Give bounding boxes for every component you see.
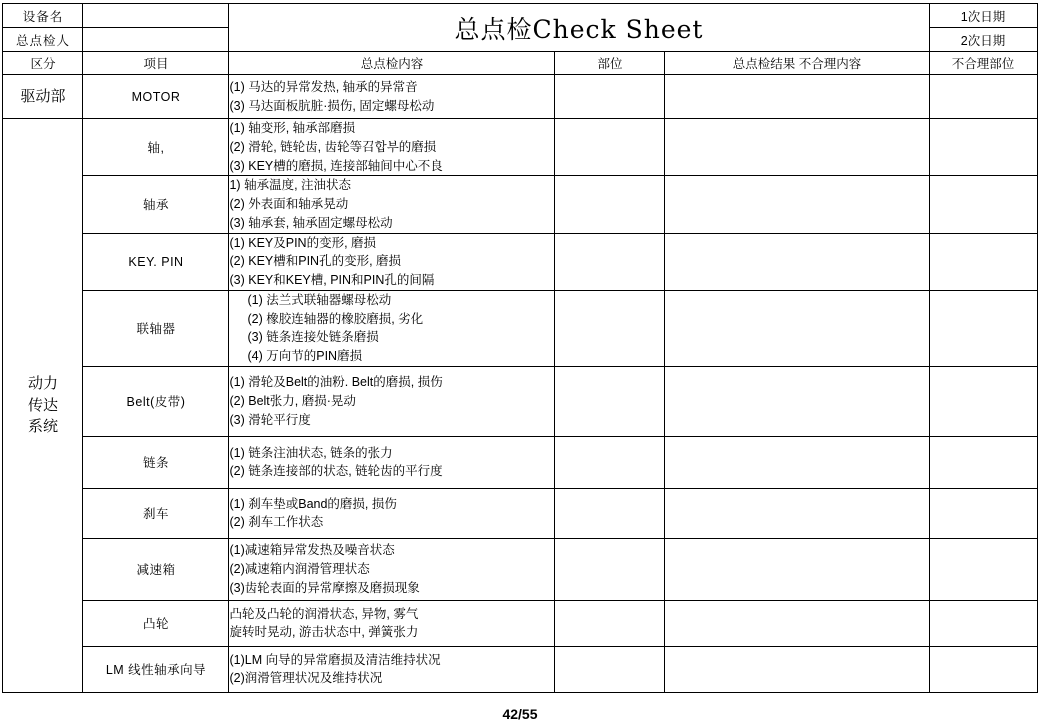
table-row bbox=[3, 176, 1037, 233]
result-cell[interactable] bbox=[665, 436, 929, 488]
group-cell-drive: 驱动部 bbox=[3, 75, 83, 119]
table-row bbox=[3, 538, 1037, 600]
bad-part-cell[interactable] bbox=[929, 233, 1037, 290]
content-cell: 凸轮及凸轮的润滑状态, 异物, 雾气 旋转时晃动, 游击状态中, 弹簧张力 bbox=[229, 600, 555, 646]
content-cell: (1) 滑轮及Belt的油粉. Belt的磨损, 损伤 (2) Belt张力, 磨损·晃动 (3) 滑轮平行度 bbox=[229, 366, 555, 436]
part-cell[interactable] bbox=[555, 600, 665, 646]
bad-part-cell[interactable] bbox=[929, 75, 1037, 119]
bad-part-cell[interactable] bbox=[929, 366, 1037, 436]
table-row bbox=[3, 600, 1037, 646]
table-row bbox=[3, 366, 1037, 436]
table-row bbox=[3, 75, 1037, 119]
content-cell: 1) 轴承温度, 注油状态 (2) 外表面和轴承晃动 (3) 轴承套, 轴承固定螺母松动 bbox=[229, 176, 555, 233]
date2-label: 2次日期 bbox=[929, 28, 1037, 52]
part-cell[interactable] bbox=[555, 436, 665, 488]
result-cell[interactable] bbox=[665, 646, 929, 692]
part-cell[interactable] bbox=[555, 538, 665, 600]
col-result: 总点检结果 不合理内容 bbox=[665, 52, 929, 75]
table-row bbox=[3, 436, 1037, 488]
equipment-name-label: 设备名 bbox=[3, 4, 83, 28]
check-sheet-page bbox=[0, 3, 1040, 723]
table-row bbox=[3, 290, 1037, 366]
content-cell: (1)LM 向导的异常磨损及清洁维持状况 (2)润滑管理状况及维持状况 bbox=[229, 646, 555, 692]
check-sheet-table bbox=[2, 3, 1037, 693]
result-cell[interactable] bbox=[665, 176, 929, 233]
content-cell: (1) 轴变形, 轴承部磨损 (2) 滑轮, 链轮齿, 齿轮等召합부的磨损 (3) KEY槽的磨损, 连接部轴间中心不良 bbox=[229, 119, 555, 176]
inspector-label: 总点检人 bbox=[3, 28, 83, 52]
col-content: 总点检内容 bbox=[229, 52, 555, 75]
content-cell: (1)减速箱异常发热及噪音状态 (2)减速箱内润滑管理状态 (3)齿轮表面的异常摩擦及磨损现象 bbox=[229, 538, 555, 600]
bad-part-cell[interactable] bbox=[929, 119, 1037, 176]
table-row bbox=[3, 119, 1037, 176]
result-cell[interactable] bbox=[665, 290, 929, 366]
content-cell: (1) 刹车垫或Band的磨损, 损伤 (2) 刹车工作状态 bbox=[229, 488, 555, 538]
item-cell: 减速箱 bbox=[83, 538, 229, 600]
bad-part-cell[interactable] bbox=[929, 600, 1037, 646]
item-cell: 刹车 bbox=[83, 488, 229, 538]
date1-label: 1次日期 bbox=[929, 4, 1037, 28]
column-header-row bbox=[3, 52, 1037, 75]
item-cell: 链条 bbox=[83, 436, 229, 488]
col-division: 区分 bbox=[3, 52, 83, 75]
part-cell[interactable] bbox=[555, 488, 665, 538]
bad-part-cell[interactable] bbox=[929, 436, 1037, 488]
result-cell[interactable] bbox=[665, 366, 929, 436]
item-cell: 凸轮 bbox=[83, 600, 229, 646]
part-cell[interactable] bbox=[555, 366, 665, 436]
content-cell: (1) 马达的异常发热, 轴承的异常音 (3) 马达面板肮脏·损伤, 固定螺母松动 bbox=[229, 75, 555, 119]
result-cell[interactable] bbox=[665, 600, 929, 646]
bad-part-cell[interactable] bbox=[929, 538, 1037, 600]
table-row bbox=[3, 488, 1037, 538]
result-cell[interactable] bbox=[665, 119, 929, 176]
result-cell[interactable] bbox=[665, 233, 929, 290]
content-cell: (1) KEY及PIN的变形, 磨损 (2) KEY槽和PIN孔的变形, 磨损 (3) KEY和KEY槽, PIN和PIN孔的间隔 bbox=[229, 233, 555, 290]
result-cell[interactable] bbox=[665, 538, 929, 600]
table-row bbox=[3, 233, 1037, 290]
item-cell: LM 线性轴承向导 bbox=[83, 646, 229, 692]
col-bad-part: 不合理部位 bbox=[929, 52, 1037, 75]
item-cell: 轴承 bbox=[83, 176, 229, 233]
bad-part-cell[interactable] bbox=[929, 646, 1037, 692]
result-cell[interactable] bbox=[665, 488, 929, 538]
table-row bbox=[3, 646, 1037, 692]
page-number: 42/55 bbox=[502, 706, 538, 722]
part-cell[interactable] bbox=[555, 646, 665, 692]
content-cell: (1) 链条注油状态, 链条的张力 (2) 链条连接部的状态, 链轮齿的平行度 bbox=[229, 436, 555, 488]
part-cell[interactable] bbox=[555, 233, 665, 290]
item-cell: 轴, bbox=[83, 119, 229, 176]
content-cell: (1) 法兰式联轴器螺母松动 (2) 橡胶连轴器的橡胶磨损, 劣化 (3) 链条连接处链条磨损 (4) 万向节的PIN磨损 bbox=[229, 290, 555, 366]
col-item: 项目 bbox=[83, 52, 229, 75]
item-cell: MOTOR bbox=[83, 75, 229, 119]
item-cell: Belt(皮带) bbox=[83, 366, 229, 436]
item-cell: KEY. PIN bbox=[83, 233, 229, 290]
equipment-name-field[interactable] bbox=[83, 4, 229, 28]
part-cell[interactable] bbox=[555, 75, 665, 119]
header-row-1 bbox=[3, 4, 1037, 28]
bad-part-cell[interactable] bbox=[929, 488, 1037, 538]
bad-part-cell[interactable] bbox=[929, 290, 1037, 366]
part-cell[interactable] bbox=[555, 290, 665, 366]
page-title: 总点检Check Sheet bbox=[229, 4, 929, 52]
item-cell: 联轴器 bbox=[83, 290, 229, 366]
col-part: 部位 bbox=[555, 52, 665, 75]
bad-part-cell[interactable] bbox=[929, 176, 1037, 233]
part-cell[interactable] bbox=[555, 176, 665, 233]
group-cell-power-transmission: 动力 传达 系统 bbox=[3, 119, 83, 693]
inspector-field[interactable] bbox=[83, 28, 229, 52]
result-cell[interactable] bbox=[665, 75, 929, 119]
part-cell[interactable] bbox=[555, 119, 665, 176]
